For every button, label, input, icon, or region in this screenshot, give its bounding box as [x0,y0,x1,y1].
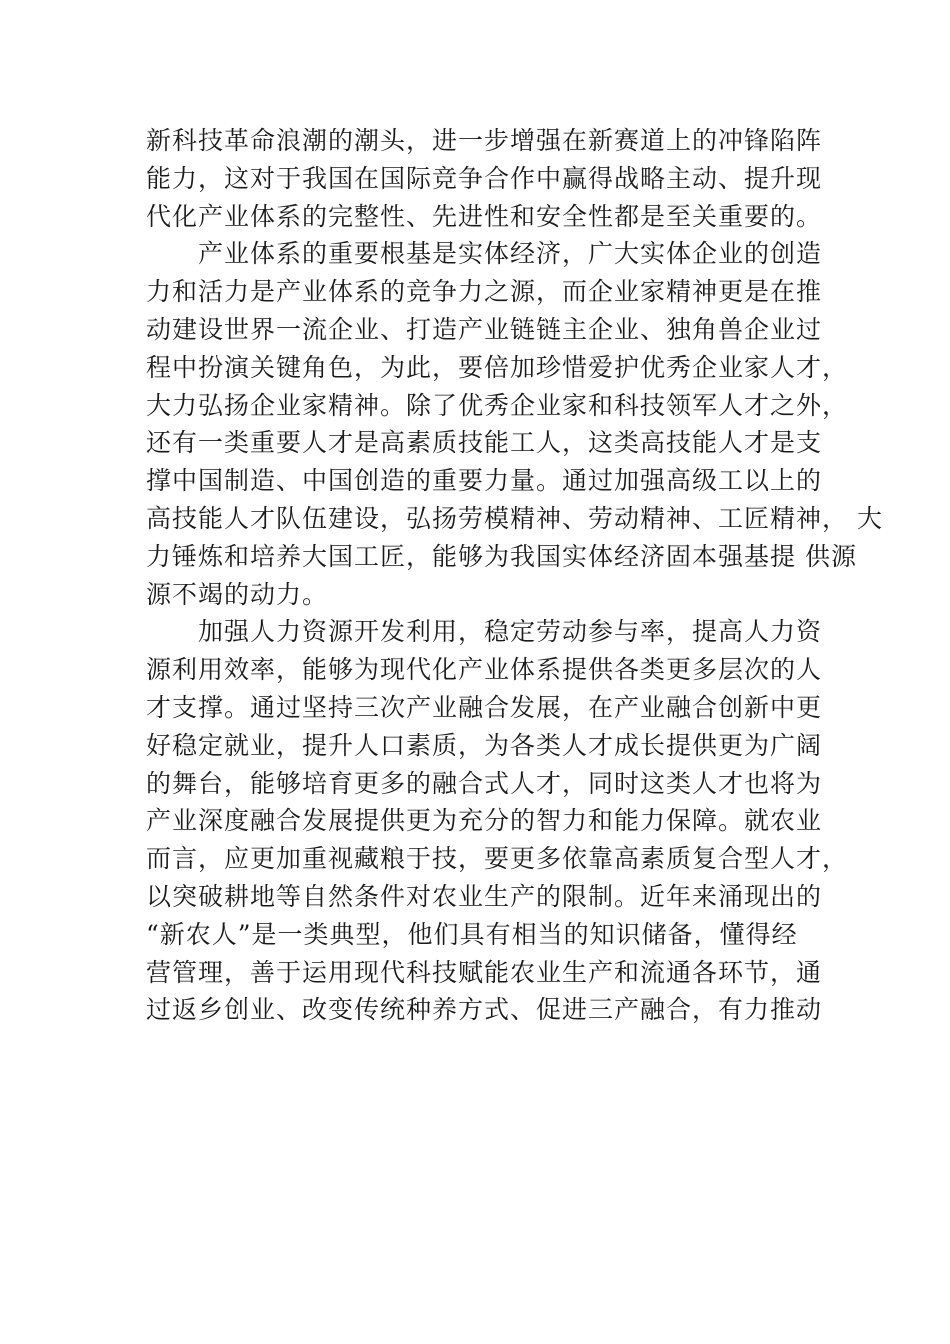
text-line: 过返乡创业、改变传统种养方式、促进三产融合，有力推动 [146,995,823,1025]
text-line: 代化产业体系的完整性、先进性和安全性都是至关重要的。 [146,201,823,231]
text-line: 能力，这对于我国在国际竞争合作中赢得战略主动、提升现 [146,163,823,193]
text-line: 力和活力是产业体系的竞争力之源，而企业家精神更是在推 [146,277,823,307]
text-line: 程中扮演关键角色，为此，要倍加珍惜爱护优秀企业家人才， [146,352,849,382]
text-line: 以突破耕地等自然条件对农业生产的限制。近年来涌现出的 [146,881,823,911]
text-line: 动建设世界一流企业、打造产业链链主企业、独角兽企业过 [146,314,823,344]
text-line: 营管理，善于运用现代科技赋能农业生产和流通各环节，通 [146,957,823,987]
text-line: 才支撑。通过坚持三次产业融合发展，在产业融合创新中更 [146,692,823,722]
text-line: 源不竭的动力。 [146,579,329,609]
text-line: 大力弘扬企业家精神。除了优秀企业家和科技领军人才之外， [146,390,849,420]
text-line: 的舞台，能够培育更多的融合式人才，同时这类人才也将为 [146,768,823,798]
text-line: “新农人”是一类典型，他们具有相当的知识储备，懂得经 [146,919,798,949]
paragraph-first-line: 产业体系的重要根基是实体经济，广大实体企业的创造 [198,239,823,269]
text-line: 产业深度融合发展提供更为充分的智力和能力保障。就农业 [146,806,823,836]
text-line: 源利用效率，能够为现代化产业体系提供各类更多层次的人 [146,655,823,685]
text-line: 好稳定就业，提升人口素质，为各类人才成长提供更为广阔 [146,730,823,760]
text-line: 高技能人才队伍建设，弘扬劳模精神、劳动精神、工匠精神， 大 [146,503,883,533]
text-line: 新科技革命浪潮的潮头，进一步增强在新赛道上的冲锋陷阵 [146,126,823,155]
paragraph-first-line: 加强人力资源开发利用，稳定劳动参与率，提高人力资 [198,617,823,647]
text-line: 撑中国制造、中国创造的重要力量。通过加强高级工以上的 [146,466,823,496]
text-line: 还有一类重要人才是高素质技能工人，这类高技能人才是支 [146,428,823,458]
text-line: 力锤炼和培养大国工匠，能够为我国实体经济固本强基提 供源 [146,541,857,571]
text-line: 而言，应更加重视藏粮于技，要更多依靠高素质复合型人才， [146,844,849,874]
body-text [146,122,883,1029]
